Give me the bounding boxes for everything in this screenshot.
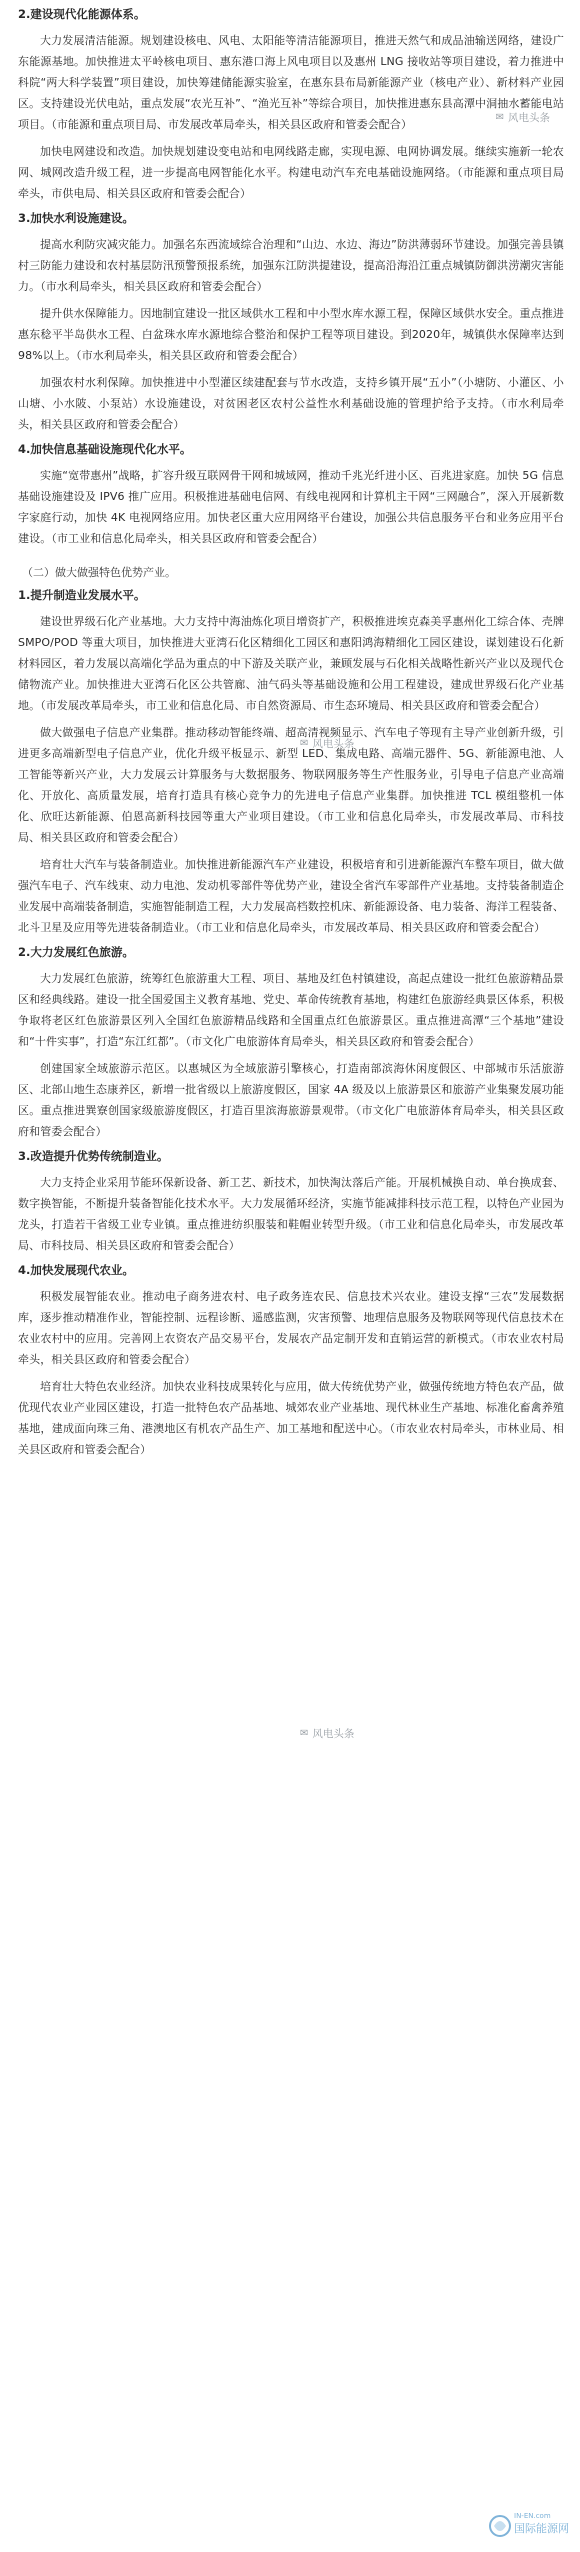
section-title: 3.加快水利设施建设。: [18, 211, 134, 225]
subheading: （二）做大做强特色优势产业。: [22, 566, 176, 579]
paragraph: 积极发展智能农业。推动电子商务进农村、电子政务连农民、信息技术兴农业。建设支撑“三农”发展数据库，逐步推动精准作业，智能控制、远程诊断、遥感监测，灾害预警、地理信息服务及物联网等现代信息技术在农业农村中的应用。完善网上农资农产品交易平台，发展农产品定制开发和直销运营的新模式。（市农业农村局牵头，相关县区政府和管委会配合）: [18, 1290, 564, 1366]
section-info: [18, 441, 564, 549]
paragraph: 做大做强电子信息产业集群。推动移动智能终端、超高清视频显示、汽车电子等现有主导产业创新升级，引进更多高端新型电子信息产业，优化升级平板显示、新型 LED、集成电路、高端元器件、5G、新能源电池、人工智能等新兴产业，大力发展云计算服务与大数据服务、物联网服务等生产性服务业，引导电子信息产业高端化、开放化、高质量发展，培育打造具有核心竞争力的先进电子信息产业集群。加快推进 TCL 模组整机一体化、欣旺达新能源、伯恩高新科技园等重大产业项目建设。（市工业和信息化局牵头，市发展改革局、市科技局、相关县区政府和管委会配合）: [18, 726, 564, 844]
watermark: [496, 110, 550, 125]
section-title: 1.提升制造业发展水平。: [18, 588, 146, 602]
paragraph: 实施“宽带惠州”战略，扩容升级互联网骨干网和城域网，推动千兆光纤进小区、百兆进家庭。加快 5G 信息基础设施建设及 IPV6 推广应用。积极推进基础电信网、有线电视网和计算机主干网“三网融合”，深入开展新数字家庭行动，加快 4K 电视网络应用。加快老区重大应用网络平台建设，加强公共信息服务平台和业务应用平台建设。（市工业和信息化局牵头，相关县区政府和管委会配合）: [18, 469, 564, 545]
paragraph: 大力发展红色旅游，统筹红色旅游重大工程、项目、基地及红色村镇建设，高起点建设一批红色旅游精品景区和经典线路。建设一批全国爱国主义教育基地、党史、革命传统教育基地，构建红色旅游经典景区体系，积极争取将老区红色旅游景区列入全国红色旅游精品线路和全国重点红色旅游景区。重点推进高潭“三个基地”建设和“十件实事”，打造“东江红都”。（市文化广电旅游体育局牵头，相关县区政府和管委会配合）: [18, 972, 564, 1048]
section-energy: [18, 6, 564, 204]
watermark-text: 风电头条: [312, 738, 355, 750]
watermark-icon: ✉: [495, 112, 504, 123]
section-title: 2.大力发展红色旅游。: [18, 945, 134, 959]
section-title: 3.改造提升优势传统制造业。: [18, 1149, 169, 1163]
section-title: 4.加快发展现代农业。: [18, 1263, 134, 1277]
watermark-text: 风电头条: [508, 112, 550, 124]
paragraph: 培育壮大特色农业经济。加快农业科技成果转化与应用，做大传统优势产业，做强传统地方特色农产品，做优现代农业产业园区建设，打造一批特色农产品基地、城郊农业产业基地、现代林业生产基地、标准化畜禽养殖基地，建成面向珠三角、港澳地区有机农产品生产、加工基地和配送中心。（市农业农村局牵头，市林业局、相关县区政府和管委会配合）: [18, 1380, 564, 1456]
watermark-icon: ✉: [300, 738, 309, 749]
section-title: 2.建设现代化能源体系。: [18, 7, 146, 21]
paragraph: 加强农村水利保障。加快推进中小型灌区续建配套与节水改造，支持乡镇开展“五小”（小塘防、小灌区、小山塘、小水陂、小泵站）水设施建设，对贫困老区农村公益性水利基础设施的管理护给予支持。（市水利局牵头，相关县区政府和管委会配合）: [18, 376, 564, 431]
section-agriculture: [18, 1262, 564, 1460]
section-manufacturing: [18, 587, 564, 938]
paragraph: 提升供水保障能力。因地制宜建设一批区域供水工程和中小型水库水源工程，保障区域供水安全。重点推进惠东稔平半岛供水工程、白盆珠水库水源地综合整治和保护工程等项目建设。到2020年，城镇供水保障率达到 98%以上。（市水利局牵头，相关县区政府和管委会配合）: [18, 307, 564, 362]
section-traditional: [18, 1148, 564, 1256]
paragraph: 创建国家全域旅游示范区。以惠城区为全域旅游引擎核心，打造南部滨海休闲度假区、中部城市乐活旅游区、北部山地生态康养区，新增一批省级以上旅游度假区，国家 4A 级及以上旅游景区和旅游产业集聚发展功能区。重点推进巽寮创国家级旅游度假区，打造百里滨海旅游景观带。（市文化广电旅游体育局牵头，相关县区政府和管委会配合）: [18, 1062, 564, 1138]
paragraph: 建设世界级石化产业基地。大力支持中海油炼化项目增资扩产，积极推进埃克森美孚惠州化工综合体、壳牌 SMPO/POD 等重大项目，加快推进大亚湾石化区精细化工园区和惠阳鸿海精细化工园区建设，谋划建设石化新材料园区，着力发展以高端化学品为重点的中下游及关联产业，兼顾发展与石化相关战略性新兴产业以及现代仓储物流产业。加快推进大亚湾石化区公共管廊、油气码头等基础设施和公用工程建设，建成世界级石化产业基地。（市发展改革局牵头，市工业和信息化局、市自然资源局、市生态环境局、相关县区政府和管委会配合）: [18, 615, 564, 712]
section-water: [18, 210, 564, 435]
section-title: 4.加快信息基础设施现代化水平。: [18, 442, 192, 456]
logo-name: 国际能源网: [514, 2522, 569, 2535]
paragraph: 提高水利防灾减灾能力。加强名东西流域综合治理和“山边、水边、海边”防洪薄弱环节建设。加强完善县镇村三防能力建设和农村基层防汛预警预报系统，加强东江防洪提建设，提高沿海沿江重点城镇防御洪涝潮灾害能力。（市水利局牵头，相关县区政府和管委会配合）: [18, 238, 564, 293]
paragraph: 大力支持企业采用节能环保新设备、新工艺、新技术，加快淘汰落后产能。开展机械换自动、单台换成套、数字换智能，不断提升装备智能化技术水平。大力发展循环经济，实施节能减排科技示范工程，以特色产业园为龙头，打造若干省级工业专业镇。重点推进纺织服装和鞋帽业转型升级。（市工业和信息化局牵头，市发展改革局、市科技局、相关县区政府和管委会配合）: [18, 1176, 564, 1252]
logo-site: IN-EN.com: [514, 2512, 551, 2520]
watermark: [300, 1726, 354, 1741]
section-tourism: [18, 944, 564, 1142]
paragraph: 培育壮大汽车与装备制造业。加快推进新能源汽车产业建设，积极培育和引进新能源汽车整车项目，做大做强汽车电子、汽车线束、动力电池、发动机零部件等优势产业，建设全省汽车零部件产业基地。支持装备制造企业发展中高端装备制造，实施智能制造工程，大力发展高档数控机床、新能源设备、电力装备、海洋工程装备、北斗卫星及应用等先进装备制造业。（市工业和信息化局牵头，市发展改革局、相关县区政府和管委会配合）: [18, 858, 564, 934]
watermark-text: 风电头条: [312, 1728, 355, 1740]
paragraph: 大力发展清洁能源。规划建设核电、风电、太阳能等清洁能源项目，推进天然气和成品油输送网络，建设广东能源基地。加快推进太平岭核电项目、惠东港口海上风电项目以及惠州 LNG 接收站等项目建设，着力推进中科院“两大科学装置”项目建设，加快筹建储能源实验室，在惠东县布局新能源产业（核电产业）、新材料产业园区。支持建设光伏电站，重点发展“农光互补”、“渔光互补”等综合项目，加快推进惠东县高潭中洞抽水蓄能电站项目。（市能源和重点项目局、市发展改革局牵头，相关县区政府和管委会配合）: [18, 34, 564, 131]
paragraph: 加快电网建设和改造。加快规划建设变电站和电网线路走廊，实现电源、电网协调发展。继续实施新一轮农网、城网改造升级工程，进一步提高电网智能化水平。构建电动汽车充电基础设施网络。（市能源和重点项目局牵头，市供电局、相关县区政府和管委会配合）: [18, 145, 564, 200]
watermark: [300, 736, 354, 751]
watermark-icon: ✉: [300, 1728, 309, 1739]
site-logo: [488, 2504, 572, 2544]
